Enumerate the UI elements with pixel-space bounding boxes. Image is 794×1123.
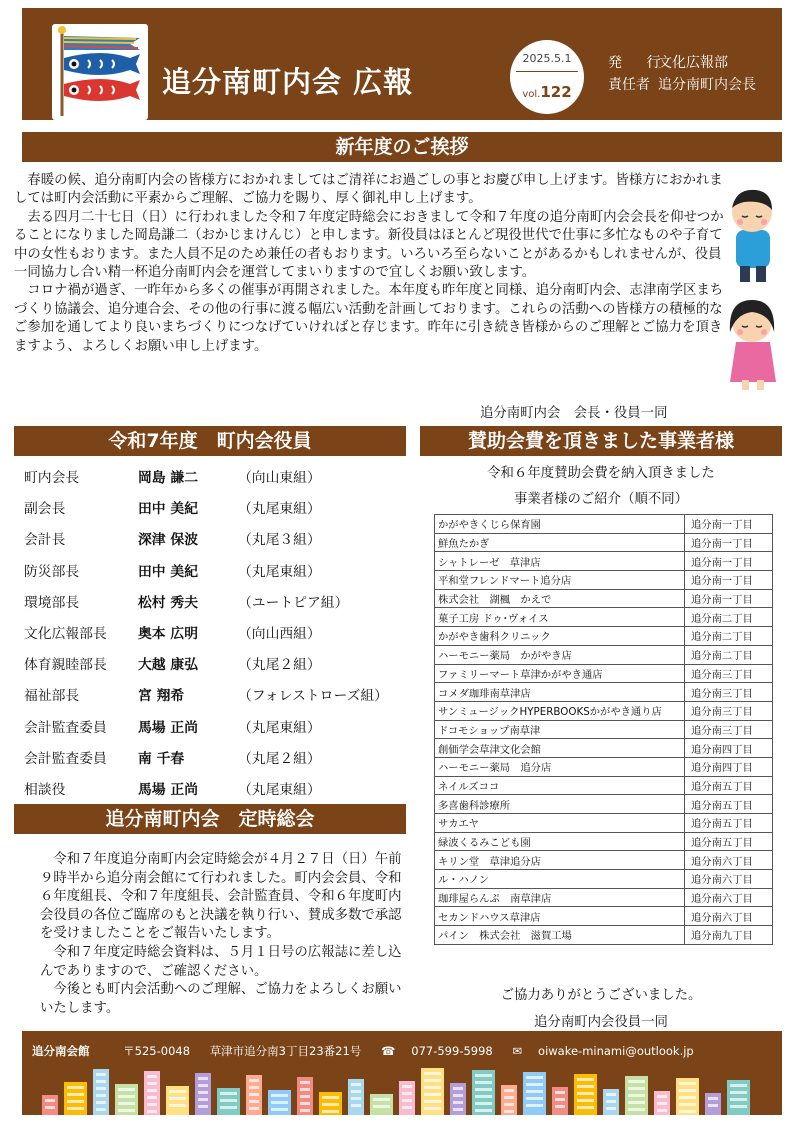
sponsor-area: 追分南二丁目 — [685, 608, 773, 627]
officer-name: 深津 保波 — [138, 532, 198, 549]
officer-group: （向山西組） — [238, 625, 321, 642]
sponsor-name: 緑波くるみこども園 — [435, 832, 685, 851]
officer-role: 文化広報部長 — [24, 625, 107, 642]
officer-row — [24, 716, 404, 747]
table-row — [435, 907, 773, 926]
sponsor-area: 追分南三丁目 — [685, 701, 773, 720]
officer-row — [24, 747, 404, 778]
sponsor-area: 追分南三丁目 — [685, 683, 773, 702]
responsible-label: 責任者 — [608, 77, 650, 93]
sponsor-area: 追分南四丁目 — [685, 757, 773, 776]
table-row — [435, 720, 773, 739]
officer-name: 岡島 謙二 — [138, 470, 198, 486]
sponsor-name: ル・ハノン — [435, 870, 685, 889]
sponsors-title-bar: 賛助会費を頂きました事業者様 — [420, 426, 782, 456]
phone-icon: ☎ — [380, 1044, 396, 1058]
officer-row — [24, 497, 404, 528]
townscape-illustration — [42, 1065, 762, 1115]
officer-row — [24, 560, 404, 591]
sponsor-area: 追分南六丁目 — [685, 870, 773, 889]
sponsor-area: 追分南二丁目 — [685, 645, 773, 664]
table-row — [435, 851, 773, 870]
masthead — [22, 8, 782, 120]
sponsor-area: 追分南五丁目 — [685, 795, 773, 814]
officers-title-bar: 令和7年度 町内会役員 — [14, 426, 406, 456]
officer-name: 馬場 正尚 — [138, 781, 198, 798]
sponsor-name: かがやき歯科クリニック — [435, 627, 685, 646]
footer-email: oiwake-minami@outlook.jp — [538, 1044, 694, 1058]
sponsor-area: 追分南五丁目 — [685, 776, 773, 795]
sponsor-area: 追分南九丁目 — [685, 926, 773, 945]
publisher-label: 発 行 — [608, 55, 671, 71]
footer-postal: 〒525-0048 — [123, 1044, 191, 1058]
officer-name: 松村 秀夫 — [138, 594, 198, 611]
sponsor-name: 珈琲屋らんぷ 南草津店 — [435, 888, 685, 907]
table-row — [435, 870, 773, 889]
sponsor-area: 追分南一丁目 — [685, 571, 773, 590]
officer-row — [24, 684, 404, 715]
sponsor-area: 追分南三丁目 — [685, 720, 773, 739]
sponsor-area: 追分南五丁目 — [685, 814, 773, 833]
footer-address: 草津市追分南3丁目23番21号 — [209, 1044, 362, 1058]
sponsor-name: 鮮魚たかぎ — [435, 533, 685, 552]
sponsor-name: ドコモショップ南草津 — [435, 720, 685, 739]
sponsor-name: セカンドハウス草津店 — [435, 907, 685, 926]
officer-row — [24, 653, 404, 684]
officer-role: 環境部長 — [24, 594, 80, 611]
officer-role: 副会長 — [24, 501, 66, 518]
table-row — [435, 701, 773, 720]
officer-row — [24, 528, 404, 559]
officers-list — [24, 466, 404, 809]
sponsor-name: 菓子工房 ドゥ･ヴォイス — [435, 608, 685, 627]
sponsor-name: ネイルズココ — [435, 776, 685, 795]
sponsor-name: サンミュージックHYPERBOOKSかがやき通り店 — [435, 701, 685, 720]
sponsors-intro-line-1: 令和６年度賛助会費を納入頂きました — [487, 466, 715, 481]
table-row — [435, 589, 773, 608]
meeting-body — [40, 851, 414, 1018]
table-row — [435, 627, 773, 646]
sponsor-name: 多喜歯科診療所 — [435, 795, 685, 814]
officer-name: 大越 康弘 — [138, 657, 198, 674]
officer-role: 会計監査委員 — [24, 719, 107, 736]
sponsor-name: ハーモニー薬局 追分店 — [435, 757, 685, 776]
sponsor-name: コメダ珈琲南草津店 — [435, 683, 685, 702]
officer-role: 体育親睦部長 — [24, 657, 107, 674]
officer-group: （フォレストローズ組） — [238, 688, 388, 705]
table-row — [435, 664, 773, 683]
officer-role: 会計監査委員 — [24, 750, 107, 767]
meeting-title-bar: 追分南町内会 定時総会 — [14, 804, 406, 834]
footer-org: 追分南会館 — [32, 1044, 90, 1058]
sponsor-area: 追分南五丁目 — [685, 832, 773, 851]
sponsors-intro-line-2: 事業者様のご紹介（順不同） — [513, 492, 689, 507]
officer-name: 南 千春 — [138, 750, 185, 767]
sponsor-area: 追分南六丁目 — [685, 851, 773, 870]
thanks-line-1: ご協力ありがとうございました。 — [500, 988, 702, 1003]
publisher-info — [608, 52, 756, 96]
sponsor-area: 追分南一丁目 — [685, 533, 773, 552]
sponsor-name: ハーモニー薬局 かがやき店 — [435, 645, 685, 664]
table-row — [435, 608, 773, 627]
volume-label: vol. — [522, 89, 541, 100]
sponsor-name: キリン堂 草津追分店 — [435, 851, 685, 870]
table-row — [435, 683, 773, 702]
table-row — [435, 552, 773, 571]
meeting-paragraph-2: 令和７年度定時総会資料は、５月１日号の広報誌に差し込んでありますので、ご確認ください。 — [40, 944, 402, 979]
sponsor-area: 追分南二丁目 — [685, 627, 773, 646]
mail-icon: ✉ — [512, 1044, 523, 1058]
greeting-paragraph-3: コロナ禍が過ぎ、一昨年から多くの催事が再開されました。本年度も昨年度と同様、追分南町内会、志津南学区まちづくり協議会、追分連合会、その他の行事に渡る幅広い活動を計画しております。これらの活動への皆様方の積極的なご参加を通してより良いまちづくりにつなげていければと存じます。昨年に引き続き皆様からのご理解とご協力を頂きますよう、よろしくお願い申し上げます。 — [14, 283, 724, 354]
officer-name: 馬場 正尚 — [138, 719, 198, 736]
sponsor-name: 平和堂フレンドマート追分店 — [435, 571, 685, 590]
meeting-paragraph-3: 今後とも町内会活動へのご理解、ご協力をよろしくお願いいたします。 — [40, 982, 402, 1016]
responsible-name: 追分南町内会長 — [658, 77, 756, 93]
officer-group: （向山東組） — [238, 470, 321, 486]
sponsors-intro — [420, 461, 782, 513]
volume-number: 122 — [540, 83, 572, 101]
sponsor-area: 追分南三丁目 — [685, 664, 773, 683]
thanks-line-2: 追分南町内会役員一同 — [534, 1015, 668, 1030]
table-row — [435, 814, 773, 833]
table-row — [435, 757, 773, 776]
table-row — [435, 888, 773, 907]
officer-row — [24, 591, 404, 622]
officer-group: （丸尾東組） — [238, 563, 321, 580]
sponsor-area: 追分南四丁目 — [685, 739, 773, 758]
sponsor-area: 追分南六丁目 — [685, 907, 773, 926]
sponsor-name: シャトレーゼ 草津店 — [435, 552, 685, 571]
officer-group: （丸尾東組） — [238, 501, 321, 518]
greeting-body — [14, 172, 726, 356]
sponsor-name: 創価学会草津文化会館 — [435, 739, 685, 758]
sponsor-name: 株式会社 湖楓 かえで — [435, 589, 685, 608]
officer-role: 会計長 — [24, 532, 66, 549]
sponsor-name: サカエヤ — [435, 814, 685, 833]
officer-group: （丸尾東組） — [238, 719, 321, 736]
officer-role: 町内会長 — [24, 470, 80, 486]
officer-name: 宮 翔希 — [138, 688, 185, 705]
bowing-boy-illustration — [722, 184, 784, 288]
issue-badge — [510, 40, 584, 114]
officer-name: 田中 美紀 — [138, 563, 198, 580]
officer-group: （丸尾東組） — [238, 781, 321, 798]
koinobori-illustration — [52, 24, 148, 120]
table-row — [435, 832, 773, 851]
table-row — [435, 795, 773, 814]
footer — [22, 1031, 782, 1115]
greeting-paragraph-1: 春暖の候、追分南町内会の皆様方におかれましてはご清祥にお過ごしの事とお慶び申し上げます。皆様方におかれましては町内会活動に平素からご理解、ご協力を賜り、厚く御礼申し上げます。 — [14, 173, 723, 207]
sponsor-area: 追分南一丁目 — [685, 515, 773, 534]
newsletter-title: 追分南町内会 広報 — [162, 65, 414, 99]
sponsors-thanks — [420, 982, 782, 1036]
footer-contact — [32, 1043, 710, 1059]
table-row — [435, 776, 773, 795]
meeting-paragraph-1: 令和７年度追分南町内会定時総会が４月２７日（日）午前９時半から追分南会館にて行われました。町内会会員、令和６年度組長、令和７年度組長、会計監査員、令和６年度町内会役員の各位ご臨席のもと決議を執り行い、賛成多数で承認を受けましたことをご報告いたします。 — [40, 852, 402, 942]
greeting-title-bar: 新年度のご挨拶 — [22, 132, 782, 162]
table-row — [435, 515, 773, 534]
sponsor-area: 追分南一丁目 — [685, 552, 773, 571]
officer-row — [24, 466, 404, 497]
sponsor-name: パイン 株式会社 滋賀工場 — [435, 926, 685, 945]
sponsor-name: かがやきくじら保育園 — [435, 515, 685, 534]
officer-role: 福祉部長 — [24, 688, 80, 705]
officer-row — [24, 622, 404, 653]
greeting-paragraph-2: 去る四月二十七日（日）に行われました令和７年度定時総会におきまして令和７年度の追分南町内会会長を仰せつかることになりました岡島謙二（おかじまけんじ）と申します。新役員はほとんど現役世代で仕事に多忙なものや子育て中の女性もおります。また人員不足のため兼任の者もおります。いろいろ至らないことがあるかもしれませんが、役員一同協力し合い精一杯追分南町内会を運営してまいりますので宜しくお願い致します。 — [14, 209, 724, 281]
officer-group: （丸尾２組） — [238, 657, 321, 674]
table-row — [435, 739, 773, 758]
officer-group: （丸尾２組） — [238, 750, 321, 767]
bowing-girl-illustration — [722, 292, 784, 396]
sponsor-area: 追分南一丁目 — [685, 589, 773, 608]
officer-role: 相談役 — [24, 781, 66, 798]
table-row — [435, 533, 773, 552]
officer-name: 奥本 広明 — [138, 625, 198, 642]
sponsors-table — [434, 514, 773, 945]
table-row — [435, 571, 773, 590]
publisher-name: 文化広報部 — [658, 55, 728, 71]
sponsor-name: ファミリーマート草津かがやき通店 — [435, 664, 685, 683]
issue-date: 2025.5.1 — [522, 52, 572, 65]
table-row — [435, 926, 773, 945]
officer-group: （丸尾３組） — [238, 532, 321, 549]
table-row — [435, 645, 773, 664]
officer-name: 田中 美紀 — [138, 501, 198, 518]
greeting-signature: 追分南町内会 会長・役員一同 — [480, 406, 668, 421]
issue-volume — [510, 82, 584, 101]
officer-group: （ユートピア組） — [238, 594, 349, 611]
officer-role: 防災部長 — [24, 563, 80, 580]
footer-phone: 077-599-5998 — [411, 1044, 493, 1058]
issue-divider — [516, 71, 578, 72]
sponsor-area: 追分南六丁目 — [685, 888, 773, 907]
